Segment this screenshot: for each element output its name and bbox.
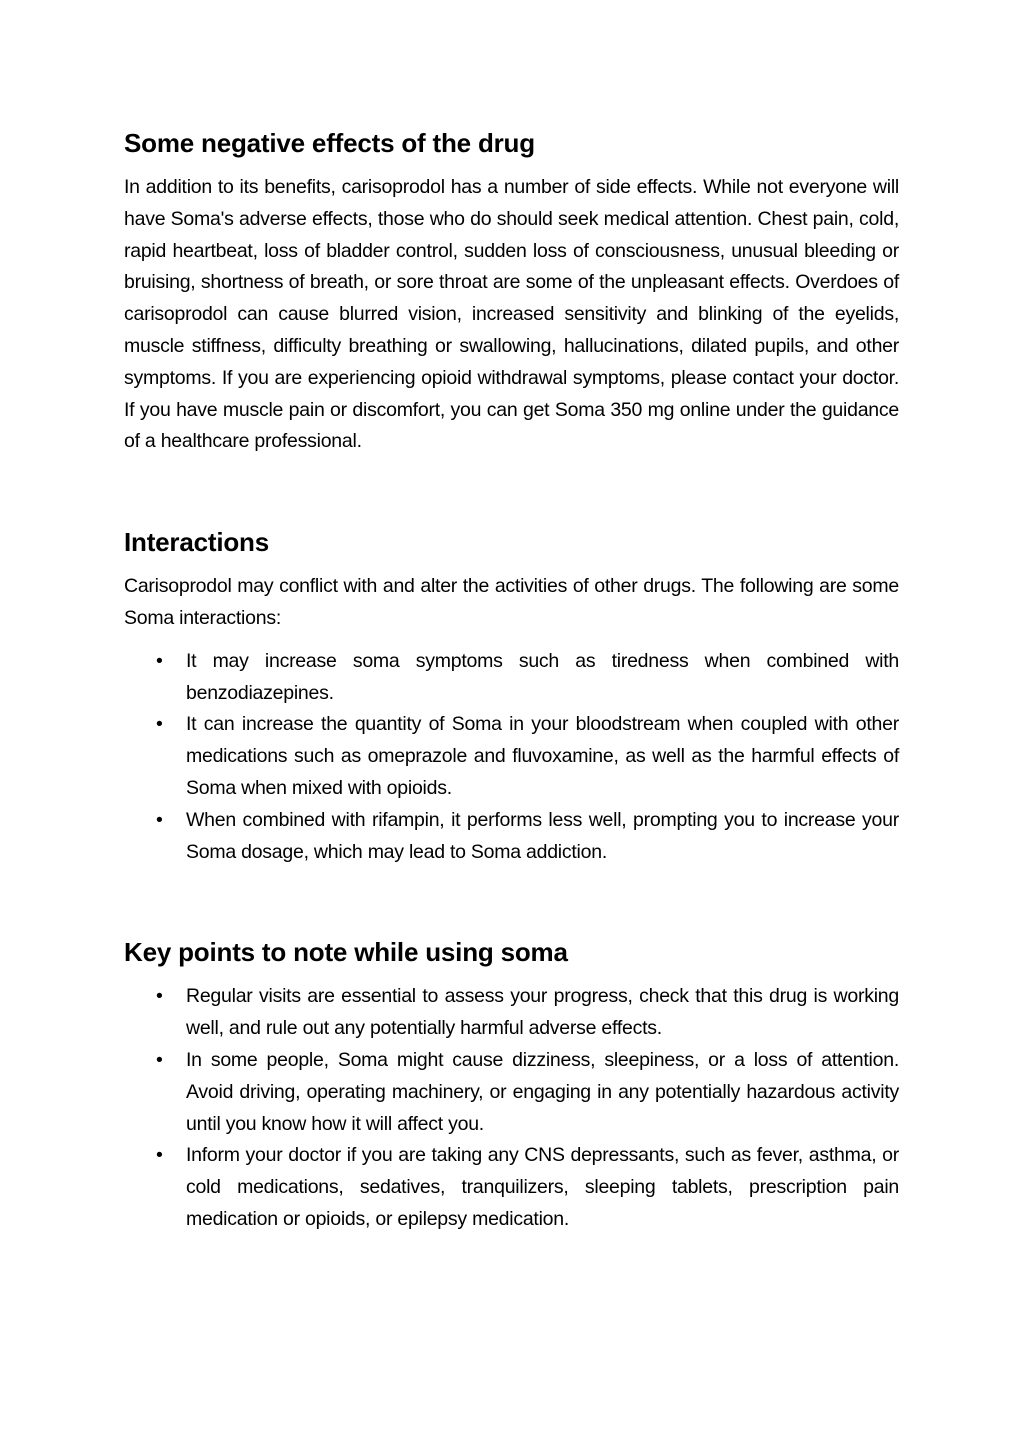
bullet-icon: • [156,1144,163,1167]
list-item [124,646,899,710]
section-heading: Interactions [124,527,269,558]
list-item-text: Inform your doctor if you are taking any CNS depressants, such as fever, asthma, or cold medications, sedatives, tranquilizers, sleeping tablets, prescription pain medication or opioids, or epilepsy medication. [186,1144,899,1230]
document-page [124,125,899,1236]
section-interactions [124,524,899,868]
section-heading: Some negative effects of the drug [124,128,535,158]
bullet-icon: • [156,649,163,672]
list-item-text: Regular visits are essential to assess your progress, check that this drug is working well, and rule out any potentially harmful adverse effects. [186,985,899,1040]
bullet-list [124,981,899,1235]
section-negative-effects [124,125,899,458]
list-item [124,1045,899,1140]
section-paragraph: Carisoprodol may conflict with and alter the activities of other drugs. The following are some Soma interactions: [124,575,899,629]
bullet-icon: • [156,1048,163,1071]
list-item-text: It may increase soma symptoms such as tiredness when combined with benzodiazepines. [186,649,899,704]
list-item [124,805,899,869]
list-item-text: When combined with rifampin, it performs less well, prompting you to increase your Soma dosage, which may lead to Soma addiction. [186,808,899,863]
section-heading: Key points to note while using soma [124,937,568,968]
list-item [124,981,899,1045]
bullet-icon: • [156,713,163,736]
list-item-text: In some people, Soma might cause dizziness, sleepiness, or a loss of attention. Avoid driving, operating machinery, or engaging in any potentially hazardous activity until you know how it will affect you. [186,1048,899,1135]
section-paragraph: In addition to its benefits, carisoprodol has a number of side effects. While not everyone will have Soma's adverse effects, those who do should seek medical attention. Chest pain, cold, rapid heartbeat, loss of bladder control, sudden loss of consciousness, unusual bleeding or bruising, shortness of breath, or sore throat are some of the unpleasant effects. Overdoes of carisoprodol can cause blurred vision, increased sensitivity and blinking of the eyelids, muscle stiffness, difficulty breathing or swallowing, hallucinations, dilated pupils, and other symptoms. If you are experiencing opioid withdrawal symptoms, please contact your doctor. If you have muscle pain or discomfort, you can get Soma 350 mg online under the guidance of a healthcare professional. [124,176,899,453]
bullet-icon: • [156,808,163,831]
section-key-points [124,934,899,1235]
bullet-icon: • [156,985,163,1008]
bullet-list [124,646,899,869]
list-item [124,1140,899,1235]
list-item-text: It can increase the quantity of Soma in your bloodstream when coupled with other medications such as omeprazole and fluvoxamine, as well as the harmful effects of Soma when mixed with opioids. [186,713,899,799]
list-item [124,709,899,804]
